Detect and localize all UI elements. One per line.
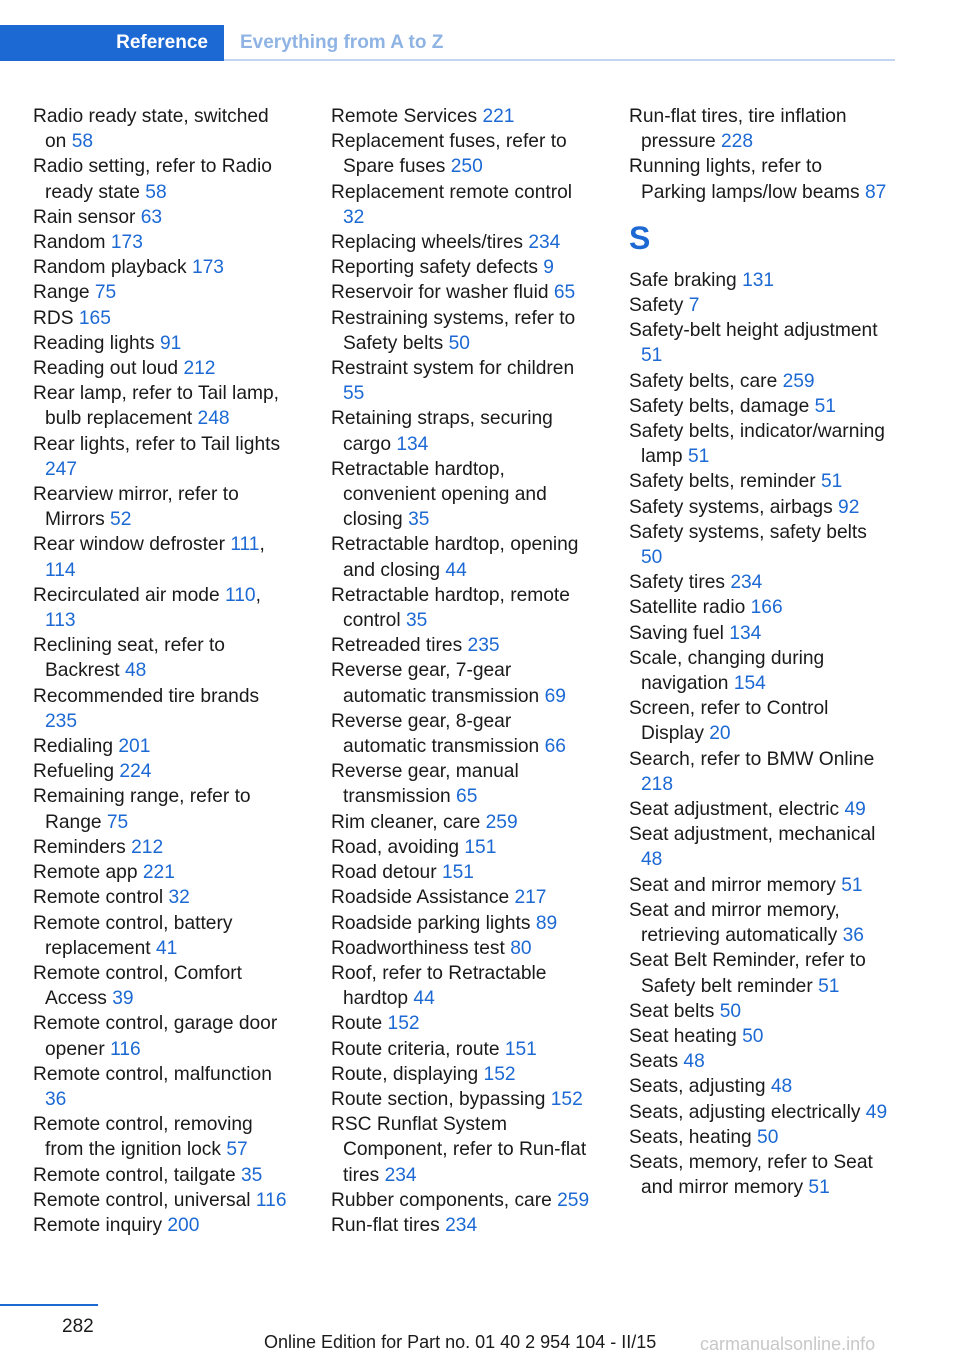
index-entry: [33, 381, 295, 431]
index-entry-text: Replacing wheels/tires: [331, 232, 523, 254]
index-entry-text: Seat and mirror memory, retrieving automatically: [629, 899, 840, 947]
section-tab[interactable]: Reference: [0, 25, 224, 61]
index-entry-text: Search, refer to BMW Online: [629, 748, 875, 770]
index-entry: [629, 822, 891, 872]
index-entry: [33, 280, 295, 305]
index-entry: [331, 356, 593, 406]
page-link[interactable]: 49: [844, 799, 866, 821]
index-entry-text: Seats, memory, refer to Seat and mirror memory: [629, 1151, 873, 1199]
page-link[interactable]: 35: [408, 509, 430, 531]
index-entry-text: RSC Runflat System Component, refer to Run-flat tires: [331, 1114, 587, 1186]
index-entry: [629, 621, 891, 646]
index-entry: [629, 520, 891, 570]
index-entry-text: Safety-belt height adjustment: [629, 320, 878, 342]
index-entry: [33, 1213, 295, 1238]
page-link[interactable]: 51: [687, 446, 710, 468]
index-entry: [33, 255, 295, 280]
page-link[interactable]: 50: [757, 1126, 779, 1148]
page-link[interactable]: 173: [110, 232, 143, 254]
index-entry-text: Seats, heating: [629, 1126, 752, 1148]
index-entry: [629, 154, 891, 204]
index-entry-text: Reading lights: [33, 332, 155, 354]
page-link[interactable]: 228: [721, 131, 754, 153]
index-entry: [33, 734, 295, 759]
page-link[interactable]: 250: [450, 156, 483, 178]
index-entry-text: Remote control, tailgate: [33, 1164, 236, 1186]
page-link[interactable]: 221: [142, 862, 175, 884]
page-link[interactable]: 36: [45, 1088, 67, 1110]
index-entry-text: Rear window defroster: [33, 534, 225, 556]
index-entry-text: Seats, adjusting electrically: [629, 1101, 861, 1123]
page-link[interactable]: 44: [445, 559, 467, 581]
index-entry-text: Random: [33, 232, 106, 254]
page-link[interactable]: 44: [413, 988, 435, 1010]
index-entry: [331, 1062, 593, 1087]
index-entry-text: Remote control: [33, 887, 164, 909]
page-link[interactable]: 51: [808, 1177, 830, 1199]
page-link[interactable]: 217: [514, 887, 547, 909]
page-link[interactable]: 116: [110, 1038, 141, 1060]
index-entry-text: Route: [331, 1013, 383, 1035]
page-number: 282: [62, 1316, 94, 1337]
page-link[interactable]: 55: [343, 383, 365, 405]
page-link[interactable]: 151: [441, 862, 474, 884]
page-link[interactable]: 9: [543, 257, 554, 279]
index-entry-text: Redialing: [33, 736, 114, 758]
index-entry: [629, 469, 891, 494]
page-link[interactable]: 221: [482, 106, 515, 127]
index-entry: [33, 306, 295, 331]
index-entry: [331, 1037, 593, 1062]
index-entry: [629, 1074, 891, 1099]
index-entry-text: Seat Belt Reminder, refer to Safety belt reminder: [629, 950, 866, 997]
index-entry-text: Remaining range, refer to Range: [33, 786, 251, 833]
page-link[interactable]: 234: [445, 1214, 478, 1236]
index-entry-text: Rubber components, care: [331, 1189, 552, 1211]
index-entry-text: Safety systems, safety belts: [629, 521, 867, 543]
page-link[interactable]: 110: [224, 584, 256, 606]
index-entry: [629, 570, 891, 595]
index-entry-text: Reverse gear, 8-gear automatic transmission: [331, 710, 540, 758]
index-entry-text: Seat belts: [629, 1000, 715, 1022]
page-link[interactable]: 200: [167, 1214, 200, 1236]
index-entry: Recirculated air mode 110, 113: [33, 584, 261, 632]
index-entry: [331, 860, 593, 885]
index-entry: [33, 230, 295, 255]
footer-edition: Online Edition for Part no. 01 40 2 954 104 - II/15: [264, 1332, 657, 1352]
index-entry: [331, 1011, 593, 1036]
page-link[interactable]: 48: [683, 1051, 705, 1073]
page-link[interactable]: 111: [230, 534, 260, 556]
index-entry-text: Recommended tire brands: [33, 685, 260, 707]
index-entry: [33, 759, 295, 784]
page-link[interactable]: 80: [510, 937, 532, 959]
index-entry-text: Reverse gear, 7-gear automatic transmission: [331, 660, 540, 707]
index-entry-text: Rear lamp, refer to Tail lamp, bulb replacement: [33, 383, 279, 430]
page-link[interactable]: 39: [112, 988, 134, 1010]
index-entry-text: Retaining straps, securing cargo: [331, 408, 553, 455]
index-entry: [331, 1213, 593, 1238]
index-entry-text: Safety belts, damage: [629, 395, 810, 417]
index-entry: [33, 154, 295, 204]
page-link[interactable]: 234: [730, 572, 763, 594]
index-entry: [629, 318, 891, 368]
header-rule: [224, 59, 895, 61]
page-link[interactable]: 259: [782, 370, 815, 392]
index-entry: [331, 709, 593, 759]
index-entry-text: Safety tires: [629, 572, 725, 594]
page-link[interactable]: 50: [719, 1000, 742, 1022]
page-link[interactable]: 259: [485, 811, 518, 833]
index-entry: [33, 1062, 295, 1112]
page-link[interactable]: 32: [168, 887, 190, 909]
index-entry-text: Safety systems, airbags: [629, 496, 833, 518]
index-entry: [629, 1024, 891, 1049]
index-entry: [629, 747, 891, 797]
index-entry-text: Remote control, garage door opener: [33, 1013, 278, 1060]
index-entry-text: Remote Services: [331, 106, 478, 127]
index-entry-text: Reminders: [33, 836, 126, 858]
index-entry-text: Screen, refer to Control Display: [629, 698, 829, 745]
index-entry-text: Road detour: [331, 862, 437, 884]
index-column-3: [629, 104, 891, 1200]
index-entry-text: Remote control, removing from the ignition lock: [33, 1114, 253, 1161]
index-entry: [331, 936, 593, 961]
index-entry: [331, 633, 593, 658]
page-link[interactable]: 173: [191, 257, 224, 279]
index-entry-text: Radio ready state, switched on: [33, 106, 269, 153]
page-link[interactable]: 75: [106, 811, 129, 833]
page-link[interactable]: 49: [865, 1101, 888, 1123]
index-entry: [629, 369, 891, 394]
index-entry-text: Replacement fuses, refer to Spare fuses: [331, 131, 567, 178]
index-entry: Rear window defroster 111, 114: [33, 534, 265, 581]
index-entry-text: Run-flat tires: [331, 1214, 440, 1236]
index-entry-text: Running lights, refer to Parking lamps/low beams: [629, 156, 860, 203]
page-link[interactable]: 248: [197, 408, 230, 430]
index-entry-text: Remote control, Comfort Access: [33, 962, 243, 1010]
index-entry-text: Replacement remote control: [331, 181, 573, 203]
index-entry: [331, 104, 593, 129]
index-entry: [33, 104, 295, 154]
page-link[interactable]: 165: [78, 307, 111, 329]
index-entry: [331, 1188, 593, 1213]
index-entry-text: Road, avoiding: [331, 836, 460, 858]
page-link[interactable]: 247: [45, 458, 78, 480]
page-link[interactable]: 51: [814, 395, 836, 417]
page-number-rule: [0, 1304, 98, 1306]
index-entry-text: Rearview mirror, refer to Mirrors: [33, 484, 239, 531]
index-entry: [331, 911, 593, 936]
index-entry: [629, 595, 891, 620]
index-entry: [331, 406, 593, 456]
page-link[interactable]: 234: [384, 1164, 417, 1186]
index-entry: [629, 646, 891, 696]
page-link[interactable]: 50: [641, 547, 663, 569]
page-link[interactable]: 36: [842, 925, 864, 947]
index-entry: [33, 1112, 295, 1162]
index-entry: [629, 1049, 891, 1074]
index-entry-text: Random playback: [33, 257, 187, 279]
index-entry-text: Roadside parking lights: [331, 912, 531, 934]
index-entry-text: Seats, adjusting: [629, 1076, 766, 1098]
page-link[interactable]: 63: [140, 206, 163, 228]
index-entry: [331, 457, 593, 533]
index-letter-heading: S: [629, 219, 651, 256]
index-entry: [33, 1163, 295, 1188]
index-entry-text: Remote control, battery replacement: [33, 912, 233, 959]
page-link[interactable]: 152: [550, 1088, 583, 1110]
page-link[interactable]: 7: [688, 295, 700, 317]
index-entry-text: Remote inquiry: [33, 1214, 163, 1236]
index-entry-text: RDS: [33, 307, 74, 329]
page-link[interactable]: 51: [818, 975, 840, 997]
page-link[interactable]: 116: [255, 1189, 287, 1211]
index-entry-text: Roof, refer to Retractable hardtop: [331, 962, 547, 1010]
page-link[interactable]: 154: [733, 673, 766, 695]
index-entry-text: Run-flat tires, tire inflation pressure: [629, 106, 847, 153]
index-entry: [331, 658, 593, 708]
index-entry: [33, 205, 295, 230]
page-link[interactable]: 152: [483, 1063, 516, 1085]
page-link[interactable]: 20: [709, 723, 731, 745]
index-entry-text: Rain sensor: [33, 206, 136, 228]
index-entry: [331, 1112, 593, 1188]
page-link[interactable]: 201: [118, 736, 151, 758]
index-entry-text: Restraint system for children: [331, 358, 575, 380]
page-link[interactable]: 92: [838, 496, 860, 518]
page-link[interactable]: 48: [641, 849, 663, 871]
index-entry: [33, 885, 295, 910]
index-entry: [331, 885, 593, 910]
index-entry: [33, 633, 295, 683]
index-entry-text: Reservoir for washer fluid: [331, 282, 549, 304]
index-entry: [33, 784, 295, 834]
index-entry: [33, 860, 295, 885]
index-entry: [331, 129, 593, 179]
page-link[interactable]: 50: [448, 332, 470, 354]
index-entry: [33, 961, 295, 1011]
index-entry-text: Seats: [629, 1051, 679, 1073]
page-link[interactable]: 51: [841, 874, 863, 896]
index-entry: [629, 268, 891, 293]
page-link[interactable]: 114: [45, 559, 76, 581]
page-link[interactable]: 69: [544, 685, 566, 707]
index-entry-text: Safety belts, indicator/warning lamp: [629, 421, 885, 468]
index-entry-text: Seat heating: [629, 1025, 737, 1047]
page-link[interactable]: 35: [240, 1164, 263, 1186]
index-entry: [331, 255, 593, 280]
page-link[interactable]: 212: [183, 358, 216, 380]
index-entry-text: Refueling: [33, 761, 115, 783]
page-link[interactable]: 166: [750, 597, 783, 619]
index-entry-text: Reclining seat, refer to Backrest: [33, 635, 225, 682]
index-entry-text: Satellite radio: [629, 597, 746, 619]
index-entry-text: Roadside Assistance: [331, 887, 510, 909]
index-entry-text: Remote control, malfunction: [33, 1063, 272, 1085]
index-entry: [629, 873, 891, 898]
index-entry: [629, 696, 891, 746]
index-entry-text: Safety belts, care: [629, 370, 778, 392]
index-column-2: [331, 104, 593, 1238]
index-entry-text: Reading out loud: [33, 358, 179, 380]
page-link[interactable]: 152: [387, 1013, 420, 1035]
index-entry-text: Rear lights, refer to Tail lights: [33, 433, 281, 455]
index-entry: [331, 835, 593, 860]
index-entry-text: Scale, changing during navigation: [629, 647, 825, 695]
page-link[interactable]: 65: [553, 282, 576, 304]
index-entry-text: Route criteria, route: [331, 1038, 500, 1060]
index-entry: [629, 1125, 891, 1150]
index-entry-text: Remote control, universal: [33, 1189, 251, 1211]
index-entry: [33, 911, 295, 961]
index-entry: [33, 356, 295, 381]
page-link[interactable]: 87: [864, 181, 887, 203]
index-entry-text: Roadworthiness test: [331, 937, 505, 959]
page-link[interactable]: 224: [119, 761, 152, 783]
page-link[interactable]: 35: [405, 610, 428, 632]
index-entry-text: Restraining systems, refer to Safety belts: [331, 307, 576, 354]
index-entry-text: Retractable hardtop, opening and closing: [331, 534, 579, 581]
index-entry: [331, 961, 593, 1011]
index-entry: [629, 797, 891, 822]
index-entry-text: Safety belts, reminder: [629, 471, 816, 493]
page-link[interactable]: 51: [820, 471, 843, 493]
page-link[interactable]: 151: [504, 1038, 537, 1060]
page-link[interactable]: 50: [742, 1025, 764, 1047]
page-link[interactable]: 89: [535, 912, 558, 934]
index-entry-text: Rim cleaner, care: [331, 811, 481, 833]
page-link[interactable]: 57: [226, 1139, 248, 1161]
page-link[interactable]: 66: [544, 736, 566, 758]
index-entry: [33, 331, 295, 356]
index-entry-text: Retreaded tires: [331, 635, 463, 657]
index-entry: [33, 482, 295, 532]
index-entry: [33, 1011, 295, 1061]
index-entry-text: Reverse gear, manual transmission: [331, 761, 519, 808]
page-link[interactable]: 259: [557, 1189, 590, 1211]
index-entry: [331, 810, 593, 835]
page-link[interactable]: 52: [110, 509, 132, 531]
index-entry-text: Remote app: [33, 862, 138, 884]
index-entry-text: Recirculated air mode: [33, 584, 220, 606]
page-link[interactable]: 134: [396, 433, 429, 455]
page-link[interactable]: 134: [729, 622, 762, 644]
index-entry-text: Seat adjustment, electric: [629, 799, 840, 821]
page-link[interactable]: 212: [131, 836, 164, 858]
index-entry: [629, 898, 891, 948]
index-entry: [33, 432, 295, 482]
index-entry-text: Radio setting, refer to Radio ready state: [33, 156, 272, 203]
index-entry-text: Range: [33, 282, 90, 304]
index-entry-text: Retractable hardtop, remote control: [331, 584, 570, 632]
page-link[interactable]: 235: [467, 635, 500, 657]
index-entry: [331, 230, 593, 255]
index-entry: [331, 280, 593, 305]
index-entry: [629, 948, 891, 998]
page-link[interactable]: 113: [45, 610, 76, 632]
page-link[interactable]: 65: [456, 786, 478, 808]
page-link[interactable]: 48: [125, 660, 147, 682]
page-link[interactable]: 32: [343, 206, 365, 228]
index-entry: [33, 1188, 295, 1213]
page-link[interactable]: 58: [145, 181, 167, 203]
page-link[interactable]: 58: [71, 131, 94, 153]
watermark: carmanualsonline.info: [700, 1334, 876, 1354]
index-entry: [629, 104, 891, 154]
index-entry: [33, 684, 295, 734]
page-link[interactable]: 91: [159, 332, 182, 354]
section-subtitle[interactable]: Everything from A to Z: [240, 32, 444, 53]
index-entry-text: Route, displaying: [331, 1063, 479, 1085]
index-entry: [629, 999, 891, 1024]
page-link[interactable]: 48: [770, 1076, 793, 1098]
index-entry: [629, 1150, 891, 1200]
index-entry: [629, 293, 891, 318]
page-link[interactable]: 234: [528, 232, 561, 254]
page-link[interactable]: 75: [94, 282, 117, 304]
index-entry-text: Route section, bypassing: [331, 1088, 546, 1110]
index-entry: [331, 1087, 593, 1112]
index-entry: [33, 835, 295, 860]
index-column-1: [33, 104, 295, 1238]
page-link[interactable]: 235: [45, 710, 78, 732]
index-entry: [331, 583, 593, 633]
index-entry-text: Reporting safety defects: [331, 257, 538, 279]
page-link[interactable]: 218: [641, 773, 674, 795]
index-entry: [331, 532, 593, 582]
page-header: [0, 25, 895, 61]
index-entry: [629, 394, 891, 419]
index-entry-text: Safe braking: [629, 269, 737, 291]
index-entry-text: Safety: [629, 295, 684, 317]
index-entry-text: Retractable hardtop, convenient opening and closing: [331, 458, 547, 531]
index-entry: [629, 419, 891, 469]
index-entry-text: Saving fuel: [629, 622, 724, 644]
page-link[interactable]: 51: [641, 345, 663, 367]
index-entry-text: Seat adjustment, mechanical: [629, 824, 876, 846]
index-entry: [629, 1100, 891, 1125]
index-entry: [331, 306, 593, 356]
page-link[interactable]: 41: [155, 937, 178, 959]
index-entry: [331, 759, 593, 809]
page-link[interactable]: 131: [742, 269, 775, 291]
index-entry: [629, 495, 891, 520]
index-entry: [331, 180, 593, 230]
page-link[interactable]: 151: [464, 836, 497, 858]
index-entry-text: Seat and mirror memory: [629, 874, 836, 896]
